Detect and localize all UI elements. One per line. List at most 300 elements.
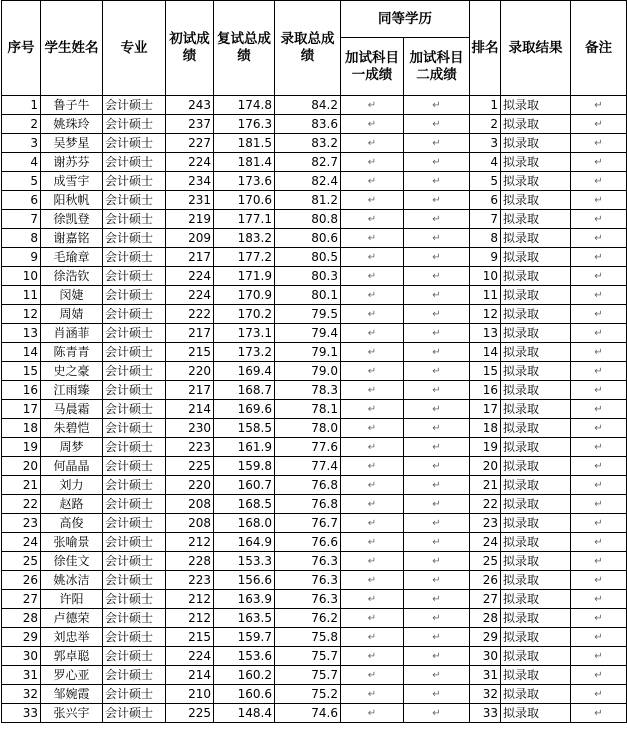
cell-result: 拟录取 (501, 134, 571, 153)
table-row (2, 685, 627, 704)
cell-retest-score: 168.0 (214, 514, 275, 533)
cell-seq: 32 (2, 685, 41, 704)
paragraph-mark-icon: ↵ (432, 195, 441, 206)
cell-result: 拟录取 (501, 381, 571, 400)
cell-extra-subject-2 (404, 666, 470, 685)
paragraph-mark-icon: ↵ (367, 328, 377, 339)
cell-initial-score: 208 (166, 495, 214, 514)
cell-extra-subject-2 (404, 191, 470, 210)
cell-major: 会计硕士 (103, 248, 166, 267)
cell-major: 会计硕士 (103, 362, 166, 381)
cell-extra-subject-1 (341, 115, 404, 134)
cell-name: 周梦 (41, 438, 103, 457)
cell-extra-subject-1 (341, 305, 404, 324)
cell-retest-score: 177.2 (214, 248, 275, 267)
cell-note (571, 476, 627, 495)
paragraph-mark-icon: ↵ (594, 157, 603, 168)
cell-extra-subject-1 (341, 286, 404, 305)
paragraph-mark-icon: ↵ (594, 309, 603, 320)
cell-seq: 23 (2, 514, 41, 533)
cell-retest-score: 163.5 (214, 609, 275, 628)
cell-seq: 30 (2, 647, 41, 666)
table-row (2, 438, 627, 457)
cell-retest-score: 169.4 (214, 362, 275, 381)
cell-result: 拟录取 (501, 191, 571, 210)
cell-result: 拟录取 (501, 419, 571, 438)
cell-rank: 12 (470, 305, 501, 324)
cell-total-score: 76.6 (275, 533, 341, 552)
cell-rank: 9 (470, 248, 501, 267)
cell-initial-score: 217 (166, 381, 214, 400)
cell-extra-subject-1 (341, 248, 404, 267)
cell-extra-subject-2 (404, 267, 470, 286)
header-retest-score: 复试总成绩 (214, 1, 275, 96)
cell-retest-score: 158.5 (214, 419, 275, 438)
cell-major: 会计硕士 (103, 381, 166, 400)
table-row (2, 457, 627, 476)
cell-extra-subject-1 (341, 647, 404, 666)
paragraph-mark-icon: ↵ (367, 594, 377, 605)
paragraph-mark-icon: ↵ (367, 708, 377, 719)
cell-name: 吴梦星 (41, 134, 103, 153)
cell-retest-score: 176.3 (214, 115, 275, 134)
cell-extra-subject-1 (341, 343, 404, 362)
paragraph-mark-icon: ↵ (432, 271, 441, 282)
cell-result: 拟录取 (501, 533, 571, 552)
cell-extra-subject-1 (341, 381, 404, 400)
cell-major: 会计硕士 (103, 495, 166, 514)
cell-rank: 19 (470, 438, 501, 457)
cell-initial-score: 219 (166, 210, 214, 229)
cell-result: 拟录取 (501, 590, 571, 609)
cell-total-score: 80.5 (275, 248, 341, 267)
paragraph-mark-icon: ↵ (367, 195, 377, 206)
cell-name: 高俊 (41, 514, 103, 533)
paragraph-mark-icon: ↵ (594, 632, 603, 643)
cell-major: 会计硕士 (103, 552, 166, 571)
cell-result: 拟录取 (501, 476, 571, 495)
cell-retest-score: 160.2 (214, 666, 275, 685)
cell-total-score: 80.8 (275, 210, 341, 229)
cell-note (571, 248, 627, 267)
cell-result: 拟录取 (501, 514, 571, 533)
cell-note (571, 495, 627, 514)
cell-major: 会计硕士 (103, 571, 166, 590)
paragraph-mark-icon: ↵ (594, 537, 603, 548)
cell-seq: 24 (2, 533, 41, 552)
cell-extra-subject-2 (404, 571, 470, 590)
cell-total-score: 84.2 (275, 96, 341, 115)
cell-extra-subject-1 (341, 419, 404, 438)
paragraph-mark-icon: ↵ (367, 499, 377, 510)
paragraph-mark-icon: ↵ (367, 347, 377, 358)
cell-initial-score: 224 (166, 267, 214, 286)
cell-initial-score: 210 (166, 685, 214, 704)
cell-initial-score: 212 (166, 609, 214, 628)
cell-retest-score: 181.4 (214, 153, 275, 172)
table-row (2, 267, 627, 286)
paragraph-mark-icon: ↵ (432, 119, 441, 130)
cell-initial-score: 217 (166, 324, 214, 343)
paragraph-mark-icon: ↵ (367, 423, 377, 434)
cell-major: 会计硕士 (103, 191, 166, 210)
cell-name: 徐佳文 (41, 552, 103, 571)
cell-seq: 11 (2, 286, 41, 305)
cell-major: 会计硕士 (103, 419, 166, 438)
cell-name: 罗心亚 (41, 666, 103, 685)
paragraph-mark-icon: ↵ (432, 708, 441, 719)
paragraph-mark-icon: ↵ (367, 214, 377, 225)
cell-extra-subject-1 (341, 476, 404, 495)
header-initial-score: 初试成绩 (166, 1, 214, 96)
cell-result: 拟录取 (501, 115, 571, 134)
cell-initial-score: 237 (166, 115, 214, 134)
cell-extra-subject-2 (404, 552, 470, 571)
paragraph-mark-icon: ↵ (432, 214, 441, 225)
cell-initial-score: 227 (166, 134, 214, 153)
cell-name: 张喻景 (41, 533, 103, 552)
table-row (2, 514, 627, 533)
paragraph-mark-icon: ↵ (367, 309, 377, 320)
cell-name: 闵婕 (41, 286, 103, 305)
cell-retest-score: 170.6 (214, 191, 275, 210)
cell-extra-subject-2 (404, 172, 470, 191)
cell-total-score: 74.6 (275, 704, 341, 723)
cell-major: 会计硕士 (103, 115, 166, 134)
paragraph-mark-icon: ↵ (367, 119, 377, 130)
cell-extra-subject-2 (404, 381, 470, 400)
cell-major: 会计硕士 (103, 609, 166, 628)
paragraph-mark-icon: ↵ (367, 385, 377, 396)
paragraph-mark-icon: ↵ (367, 271, 377, 282)
cell-rank: 31 (470, 666, 501, 685)
cell-rank: 32 (470, 685, 501, 704)
cell-seq: 33 (2, 704, 41, 723)
cell-result: 拟录取 (501, 628, 571, 647)
paragraph-mark-icon: ↵ (432, 613, 441, 624)
cell-name: 许阳 (41, 590, 103, 609)
table-header (2, 1, 627, 96)
cell-retest-score: 160.7 (214, 476, 275, 495)
cell-extra-subject-2 (404, 248, 470, 267)
cell-extra-subject-1 (341, 609, 404, 628)
cell-seq: 9 (2, 248, 41, 267)
cell-total-score: 78.3 (275, 381, 341, 400)
paragraph-mark-icon: ↵ (594, 670, 603, 681)
cell-extra-subject-1 (341, 229, 404, 248)
table-row (2, 552, 627, 571)
cell-rank: 27 (470, 590, 501, 609)
paragraph-mark-icon: ↵ (432, 632, 441, 643)
cell-total-score: 77.6 (275, 438, 341, 457)
cell-rank: 18 (470, 419, 501, 438)
cell-seq: 18 (2, 419, 41, 438)
paragraph-mark-icon: ↵ (432, 385, 441, 396)
cell-retest-score: 183.2 (214, 229, 275, 248)
cell-major: 会计硕士 (103, 172, 166, 191)
cell-note (571, 666, 627, 685)
cell-seq: 16 (2, 381, 41, 400)
paragraph-mark-icon: ↵ (432, 176, 441, 187)
cell-total-score: 75.8 (275, 628, 341, 647)
paragraph-mark-icon: ↵ (367, 651, 377, 662)
cell-total-score: 75.7 (275, 647, 341, 666)
cell-result: 拟录取 (501, 552, 571, 571)
cell-initial-score: 214 (166, 400, 214, 419)
cell-extra-subject-2 (404, 685, 470, 704)
paragraph-mark-icon: ↵ (594, 195, 603, 206)
cell-note (571, 400, 627, 419)
cell-extra-subject-1 (341, 153, 404, 172)
paragraph-mark-icon: ↵ (432, 461, 441, 472)
cell-extra-subject-1 (341, 571, 404, 590)
cell-total-score: 82.7 (275, 153, 341, 172)
cell-major: 会计硕士 (103, 96, 166, 115)
cell-initial-score: 214 (166, 666, 214, 685)
cell-extra-subject-1 (341, 685, 404, 704)
cell-extra-subject-1 (341, 628, 404, 647)
paragraph-mark-icon: ↵ (594, 138, 603, 149)
cell-extra-subject-2 (404, 590, 470, 609)
cell-name: 邹婉霞 (41, 685, 103, 704)
paragraph-mark-icon: ↵ (432, 594, 441, 605)
cell-retest-score: 173.2 (214, 343, 275, 362)
table-row (2, 590, 627, 609)
paragraph-mark-icon: ↵ (432, 689, 441, 700)
cell-retest-score: 160.6 (214, 685, 275, 704)
cell-major: 会计硕士 (103, 704, 166, 723)
table-row (2, 666, 627, 685)
table-row (2, 400, 627, 419)
table-row (2, 704, 627, 723)
cell-note (571, 324, 627, 343)
cell-seq: 17 (2, 400, 41, 419)
paragraph-mark-icon: ↵ (594, 404, 603, 415)
cell-extra-subject-2 (404, 153, 470, 172)
header-extra-subject-2: 加试科目二成绩 (404, 38, 470, 96)
cell-seq: 28 (2, 609, 41, 628)
cell-retest-score: 177.1 (214, 210, 275, 229)
cell-name: 卢德荣 (41, 609, 103, 628)
cell-seq: 21 (2, 476, 41, 495)
cell-extra-subject-2 (404, 134, 470, 153)
table-body (2, 96, 627, 723)
paragraph-mark-icon: ↵ (432, 252, 441, 263)
cell-result: 拟录取 (501, 153, 571, 172)
cell-rank: 33 (470, 704, 501, 723)
cell-name: 毛瑜章 (41, 248, 103, 267)
paragraph-mark-icon: ↵ (367, 537, 377, 548)
cell-seq: 19 (2, 438, 41, 457)
paragraph-mark-icon: ↵ (367, 613, 377, 624)
cell-note (571, 134, 627, 153)
paragraph-mark-icon: ↵ (367, 157, 377, 168)
cell-seq: 7 (2, 210, 41, 229)
cell-retest-score: 159.7 (214, 628, 275, 647)
table-row (2, 115, 627, 134)
cell-note (571, 438, 627, 457)
paragraph-mark-icon: ↵ (367, 480, 377, 491)
cell-initial-score: 234 (166, 172, 214, 191)
paragraph-mark-icon: ↵ (367, 689, 377, 700)
paragraph-mark-icon: ↵ (432, 575, 441, 586)
table-row (2, 609, 627, 628)
cell-initial-score: 225 (166, 457, 214, 476)
cell-note (571, 343, 627, 362)
cell-retest-score: 170.2 (214, 305, 275, 324)
cell-extra-subject-1 (341, 590, 404, 609)
cell-initial-score: 220 (166, 362, 214, 381)
cell-result: 拟录取 (501, 571, 571, 590)
cell-retest-score: 174.8 (214, 96, 275, 115)
paragraph-mark-icon: ↵ (594, 100, 603, 111)
cell-extra-subject-1 (341, 210, 404, 229)
cell-note (571, 305, 627, 324)
table-row (2, 571, 627, 590)
cell-extra-subject-1 (341, 96, 404, 115)
cell-rank: 13 (470, 324, 501, 343)
cell-rank: 21 (470, 476, 501, 495)
cell-note (571, 704, 627, 723)
paragraph-mark-icon: ↵ (367, 461, 377, 472)
cell-rank: 11 (470, 286, 501, 305)
cell-major: 会计硕士 (103, 267, 166, 286)
cell-initial-score: 215 (166, 628, 214, 647)
cell-extra-subject-2 (404, 609, 470, 628)
cell-extra-subject-2 (404, 286, 470, 305)
paragraph-mark-icon: ↵ (367, 233, 377, 244)
cell-note (571, 153, 627, 172)
cell-name: 刘力 (41, 476, 103, 495)
paragraph-mark-icon: ↵ (432, 556, 441, 567)
paragraph-mark-icon: ↵ (594, 689, 603, 700)
cell-seq: 13 (2, 324, 41, 343)
header-result: 录取结果 (501, 1, 571, 96)
cell-note (571, 210, 627, 229)
cell-extra-subject-2 (404, 324, 470, 343)
cell-note (571, 457, 627, 476)
cell-note (571, 191, 627, 210)
cell-initial-score: 212 (166, 533, 214, 552)
cell-rank: 3 (470, 134, 501, 153)
cell-result: 拟录取 (501, 685, 571, 704)
paragraph-mark-icon: ↵ (432, 651, 441, 662)
header-note: 备注 (571, 1, 627, 96)
cell-result: 拟录取 (501, 267, 571, 286)
cell-total-score: 81.2 (275, 191, 341, 210)
cell-seq: 26 (2, 571, 41, 590)
table-row (2, 305, 627, 324)
cell-seq: 10 (2, 267, 41, 286)
cell-rank: 22 (470, 495, 501, 514)
paragraph-mark-icon: ↵ (432, 537, 441, 548)
cell-extra-subject-1 (341, 191, 404, 210)
cell-retest-score: 161.9 (214, 438, 275, 457)
cell-note (571, 172, 627, 191)
cell-extra-subject-2 (404, 229, 470, 248)
table-row (2, 381, 627, 400)
paragraph-mark-icon: ↵ (367, 556, 377, 567)
cell-result: 拟录取 (501, 647, 571, 666)
cell-note (571, 590, 627, 609)
cell-initial-score: 215 (166, 343, 214, 362)
cell-total-score: 80.6 (275, 229, 341, 248)
cell-initial-score: 224 (166, 286, 214, 305)
cell-extra-subject-2 (404, 628, 470, 647)
cell-note (571, 362, 627, 381)
paragraph-mark-icon: ↵ (594, 461, 603, 472)
table-row (2, 343, 627, 362)
paragraph-mark-icon: ↵ (432, 499, 441, 510)
cell-seq: 1 (2, 96, 41, 115)
paragraph-mark-icon: ↵ (367, 366, 377, 377)
cell-result: 拟录取 (501, 495, 571, 514)
cell-initial-score: 228 (166, 552, 214, 571)
paragraph-mark-icon: ↵ (367, 442, 377, 453)
cell-total-score: 79.4 (275, 324, 341, 343)
cell-name: 谢苏芬 (41, 153, 103, 172)
cell-total-score: 83.6 (275, 115, 341, 134)
cell-total-score: 78.0 (275, 419, 341, 438)
cell-name: 郭卓聪 (41, 647, 103, 666)
cell-extra-subject-2 (404, 495, 470, 514)
cell-extra-subject-2 (404, 419, 470, 438)
cell-name: 陈青青 (41, 343, 103, 362)
cell-total-score: 77.4 (275, 457, 341, 476)
cell-rank: 5 (470, 172, 501, 191)
cell-retest-score: 170.9 (214, 286, 275, 305)
cell-note (571, 514, 627, 533)
cell-major: 会计硕士 (103, 533, 166, 552)
cell-major: 会计硕士 (103, 305, 166, 324)
cell-name: 谢嘉铭 (41, 229, 103, 248)
header-name: 学生姓名 (41, 1, 103, 96)
cell-name: 姚冰洁 (41, 571, 103, 590)
cell-result: 拟录取 (501, 343, 571, 362)
cell-result: 拟录取 (501, 248, 571, 267)
cell-major: 会计硕士 (103, 210, 166, 229)
cell-note (571, 628, 627, 647)
paragraph-mark-icon: ↵ (594, 556, 603, 567)
cell-seq: 6 (2, 191, 41, 210)
cell-seq: 31 (2, 666, 41, 685)
cell-extra-subject-2 (404, 476, 470, 495)
table-row (2, 628, 627, 647)
paragraph-mark-icon: ↵ (594, 594, 603, 605)
cell-extra-subject-1 (341, 438, 404, 457)
cell-name: 徐凯登 (41, 210, 103, 229)
paragraph-mark-icon: ↵ (367, 632, 377, 643)
cell-note (571, 286, 627, 305)
cell-total-score: 83.2 (275, 134, 341, 153)
cell-name: 肖涵菲 (41, 324, 103, 343)
paragraph-mark-icon: ↵ (432, 309, 441, 320)
cell-rank: 17 (470, 400, 501, 419)
cell-major: 会计硕士 (103, 514, 166, 533)
cell-major: 会计硕士 (103, 286, 166, 305)
cell-initial-score: 217 (166, 248, 214, 267)
cell-note (571, 115, 627, 134)
cell-major: 会计硕士 (103, 134, 166, 153)
paragraph-mark-icon: ↵ (432, 366, 441, 377)
cell-retest-score: 153.6 (214, 647, 275, 666)
cell-note (571, 381, 627, 400)
cell-extra-subject-1 (341, 533, 404, 552)
cell-extra-subject-2 (404, 305, 470, 324)
cell-seq: 20 (2, 457, 41, 476)
paragraph-mark-icon: ↵ (367, 575, 377, 586)
cell-major: 会计硕士 (103, 685, 166, 704)
